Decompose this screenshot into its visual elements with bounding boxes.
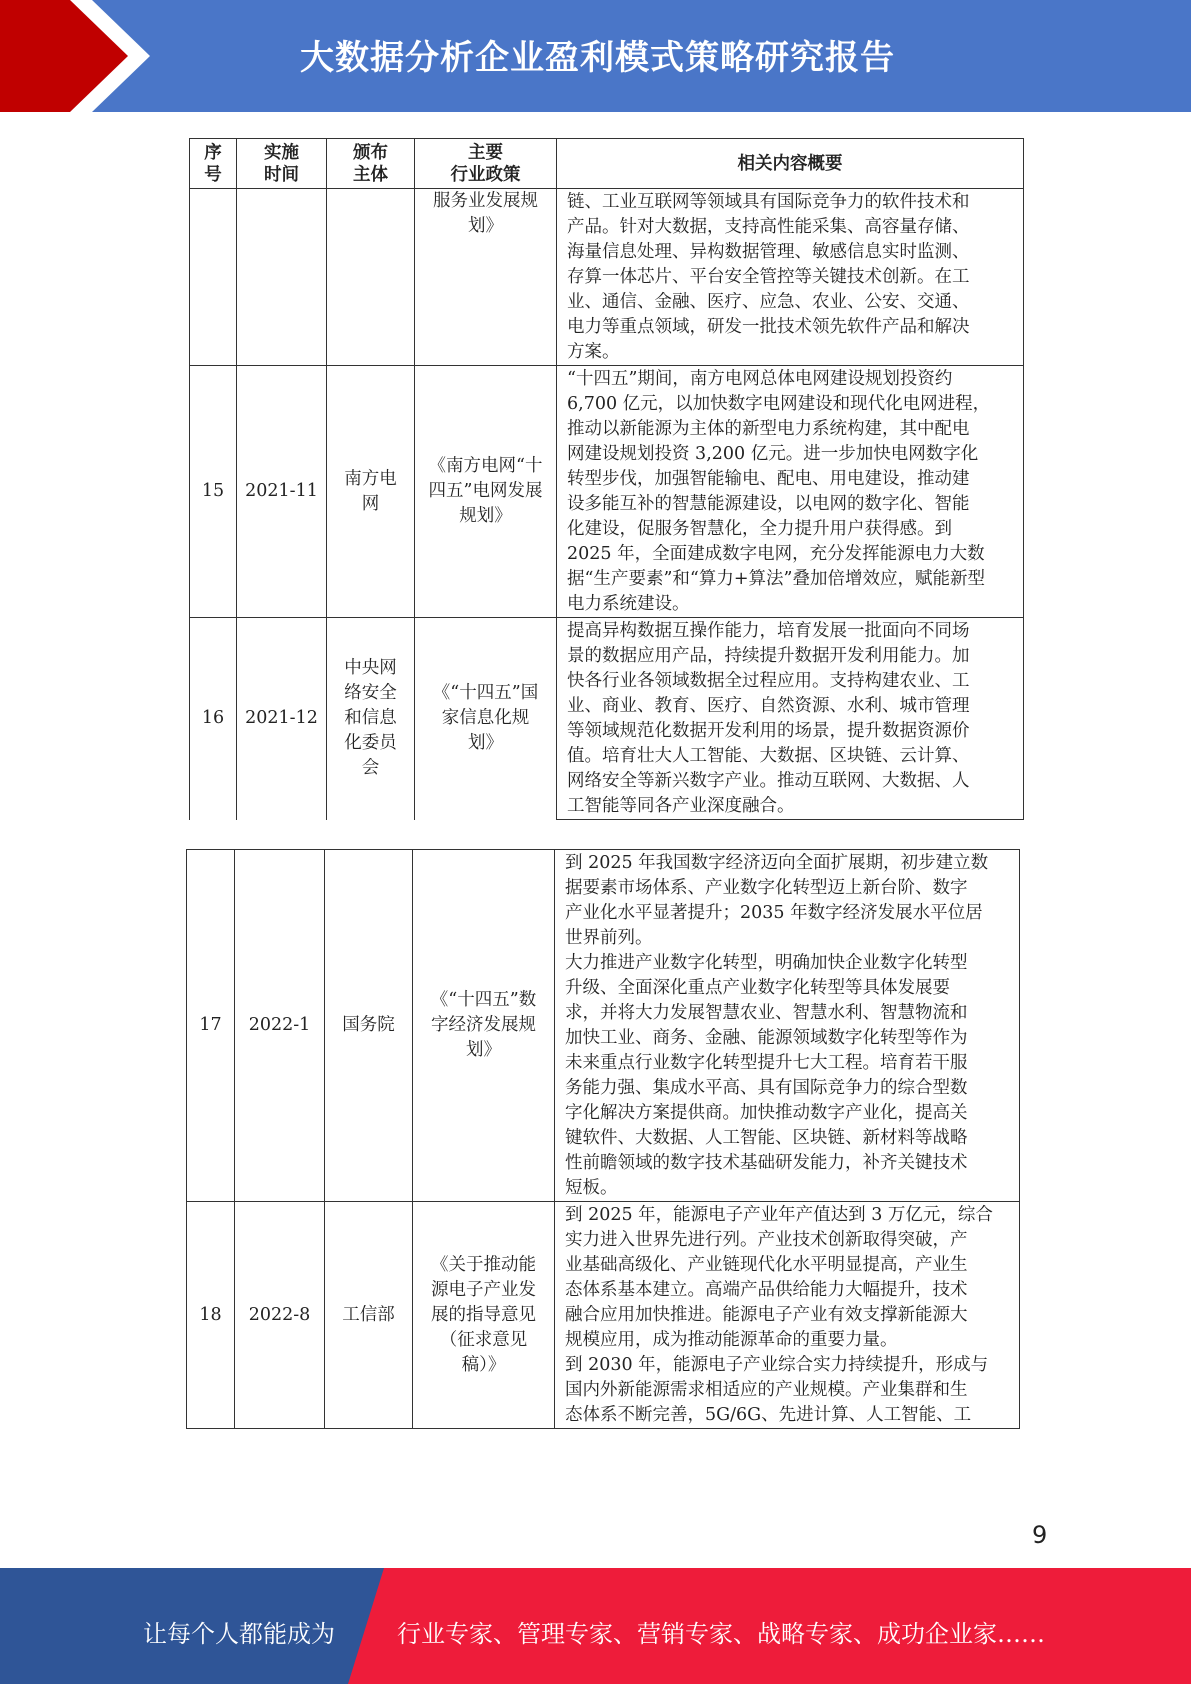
policy-table-bottom xyxy=(186,849,1020,1429)
page-number: 9 xyxy=(1032,1521,1048,1549)
row-content: 链、工业互联网等领域具有国际竞争力的软件技术和 产品。针对大数据，支持高性能采集、高容量存储、 海量信息处理、异构数据管理、敏感信息实时监测、 存算一体芯片、平台安全管控等关键技术创新。在工 业、通信、金融、医疗、应急、农业、公安、交通、 电力等重点领域，研发一批技术领先软件产品和解决 方案。 xyxy=(557,189,1024,366)
row-policy: 《关于推动能 源电子产业发 展的指导意见 （征求意见 稿）》 xyxy=(413,1202,555,1429)
table-row xyxy=(190,189,1024,366)
page-header xyxy=(0,0,1191,112)
table-row xyxy=(187,850,1020,1202)
header-content: 相关内容概要 xyxy=(557,139,1024,189)
table-row xyxy=(187,1202,1020,1429)
row-content: 到 2025 年我国数字经济迈向全面扩展期，初步建立数 据要素市场体系、产业数字化转型迈上新台阶、数字 产业化水平显著提升；2035 年数字经济发展水平位居 世界前列。 大力推进产业数字化转型，明确加快企业数字化转型 升级、全面深化重点产业数字化转型等具体发展要 求，并将大力发展智慧农业、智慧水利、智慧物流和 加快工业、商务、金融、能源领域数字化转型等作为 未来重点行业数字化转型提升七大工程。培育若干服 务能力强、集成水平高、具有国际竞争力的综合型数 字化解决方案提供商。加快推动数字产业化，提高关 键软件、大数据、人工智能、区块链、新材料等战略 性前瞻领域的数字技术基础研发能力，补齐关键技术 短板。 xyxy=(555,850,1020,1202)
table-row xyxy=(190,618,1024,820)
row-issuer: 中央网 络安全 和信息 化委员 会 xyxy=(327,618,415,820)
page-footer xyxy=(0,1568,1191,1684)
policy-table-top xyxy=(189,138,1024,820)
row-issuer: 国务院 xyxy=(325,850,413,1202)
row-content: “十四五”期间，南方电网总体电网建设规划投资约 6,700 亿元，以加快数字电网建设和现代化电网进程， 推动以新能源为主体的新型电力系统构建，其中配电 网建设规划投资 3,200 亿元。进一步加快电网数字化 转型步伐，加强智能输电、配电、用电建设，推动建 设多能互补的智慧能源建设，以电网的数字化、智能 化建设，促服务智慧化，全力提升用户获得感。到 2025 年，全面建成数字电网，充分发挥能源电力大数 据“生产要素”和“算力+算法”叠加倍增效应，赋能新型 电力系统建设。 xyxy=(557,366,1024,618)
row-issuer: 南方电 网 xyxy=(327,366,415,618)
document-title: 大数据分析企业盈利模式策略研究报告 xyxy=(300,38,895,78)
table-row xyxy=(190,366,1024,618)
row-content: 到 2025 年，能源电子产业年产值达到 3 万亿元，综合 实力进入世界先进行列。产业技术创新取得突破，产 业基础高级化、产业链现代化水平明显提高，产业生 态体系基本建立。高端产品供给能力大幅提升，技术 融合应用加快推进。能源电子产业有效支撑新能源大 规模应用，成为推动能源革命的重要力量。 到 2030 年，能源电子产业综合实力持续提升，形成与 国内外新能源需求相适应的产业规模。产业集群和生 态体系不断完善，5G/6G、先进计算、人工智能、工 xyxy=(555,1202,1020,1429)
header-date: 实施 时间 xyxy=(237,139,327,189)
row-date: 2021-12 xyxy=(237,618,327,820)
row-index xyxy=(190,189,237,366)
row-date xyxy=(237,189,327,366)
row-index: 15 xyxy=(190,366,237,618)
header-issuer: 颁布 主体 xyxy=(327,139,415,189)
row-index: 17 xyxy=(187,850,235,1202)
row-policy: 《南方电网“十 四五”电网发展 规划》 xyxy=(415,366,557,618)
row-index: 18 xyxy=(187,1202,235,1429)
header-policy: 主要 行业政策 xyxy=(415,139,557,189)
row-date: 2022-1 xyxy=(235,850,325,1202)
row-content: 提高异构数据互操作能力，培育发展一批面向不同场 景的数据应用产品，持续提升数据开发利用能力。加 快各行业各领域数据全过程应用。支持构建农业、工 业、商业、教育、医疗、自然资源、水利、城市管理 等领域规范化数据开发利用的场景，提升数据资源价 值。培育壮大人工智能、大数据、区块链、云计算、 网络安全等新兴数字产业。推动互联网、大数据、人 工智能等同各产业深度融合。 xyxy=(557,618,1024,820)
footer-slogan-left: 让每个人都能成为 xyxy=(143,1620,335,1648)
row-policy: 服务业发展规 划》 xyxy=(415,189,557,366)
row-policy: 《“十四五”数 字经济发展规 划》 xyxy=(413,850,555,1202)
table-header-row xyxy=(190,139,1024,189)
row-date: 2022-8 xyxy=(235,1202,325,1429)
row-date: 2021-11 xyxy=(237,366,327,618)
row-issuer: 工信部 xyxy=(325,1202,413,1429)
row-issuer xyxy=(327,189,415,366)
footer-slogan-right: 行业专家、管理专家、营销专家、战略专家、成功企业家…… xyxy=(397,1620,1045,1648)
row-index: 16 xyxy=(190,618,237,820)
header-index: 序 号 xyxy=(190,139,237,189)
row-policy: 《“十四五”国 家信息化规 划》 xyxy=(415,618,557,820)
